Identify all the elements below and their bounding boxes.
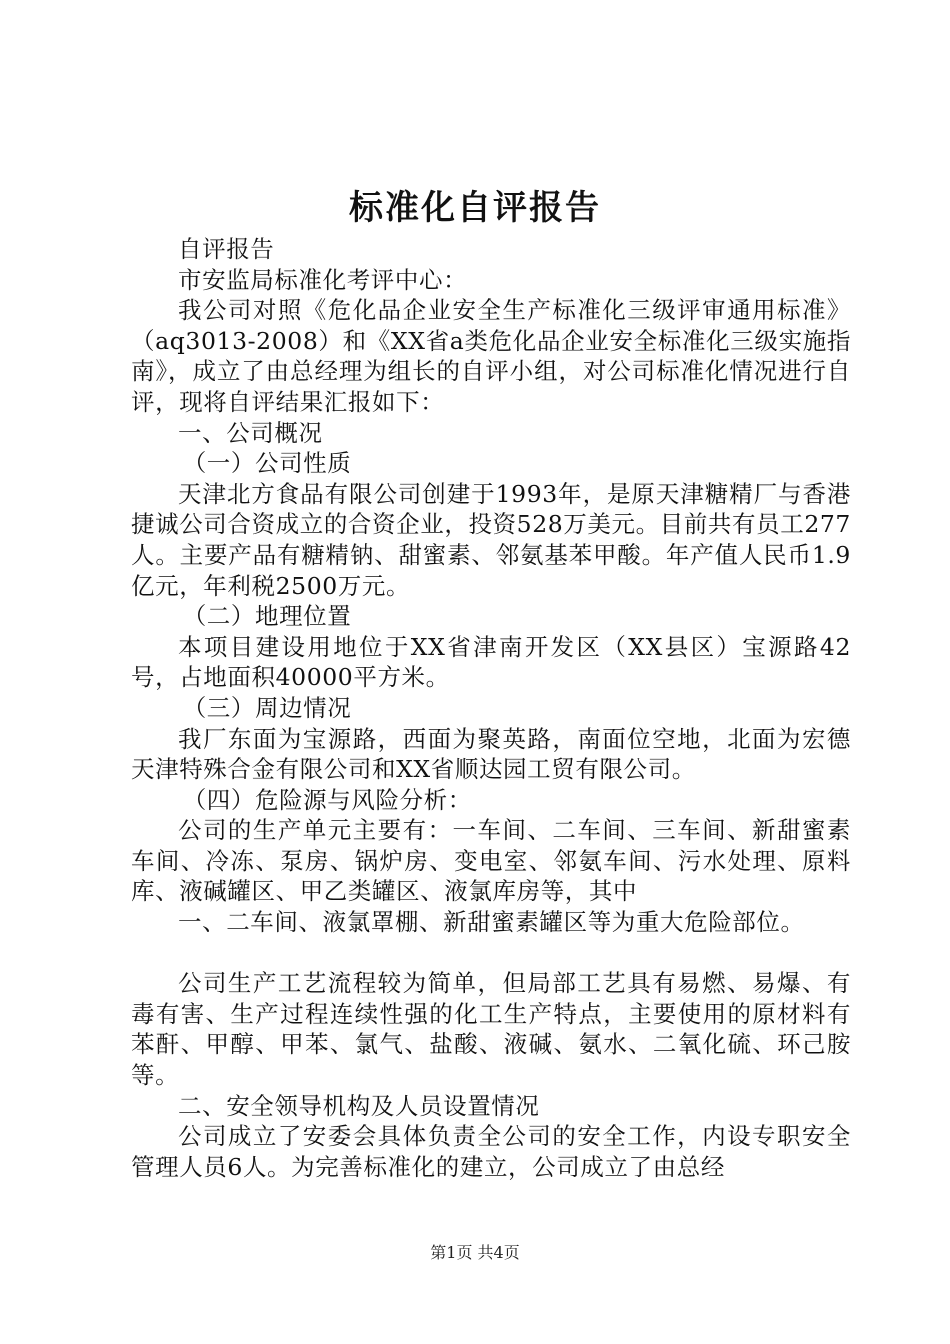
paragraph-location: 本项目建设用地位于XX省津南开发区（XX县区）宝源路42号，占地面积40000平方米。 <box>131 632 851 692</box>
document-body <box>131 234 851 1182</box>
paragraph-recipient: 市安监局标准化考评中心： <box>178 265 468 294</box>
section-heading-company-overview: 一、公司概况 <box>178 418 323 447</box>
paragraph-major-hazards: 一、二车间、液氯罩棚、新甜蜜素罐区等为重大危险部位。 <box>178 908 805 937</box>
subheading-company-nature: （一）公司性质 <box>182 449 352 478</box>
paragraph-safety-committee: 公司成立了安委会具体负责全公司的安全工作，内设专职安全管理人员6人。为完善标准化的建立，公司成立了由总经 <box>131 1122 851 1181</box>
blank-line <box>131 938 851 969</box>
paragraph-process-description: 公司生产工艺流程较为简单，但局部工艺具有易燃、易爆、有毒有害、生产过程连续性强的化工生产特点，主要使用的原材料有苯酐、甲醇、甲苯、氯气、盐酸、液碱、氨水、二氧化硫、环己胺等。 <box>131 969 851 1090</box>
paragraph-surroundings: 我厂东面为宝源路，西面为聚英路，南面位空地，北面为宏德天津特殊合金有限公司和XX省顺达园工贸有限公司。 <box>131 724 851 784</box>
subheading-location: （二）地理位置 <box>182 602 352 631</box>
subheading-hazard-analysis: （四）危险源与风险分析： <box>182 785 472 814</box>
section-heading-safety-organization: 二、安全领导机构及人员设置情况 <box>178 1091 540 1120</box>
page-footer: 第1页 共4页 <box>430 1243 520 1262</box>
paragraph-company-nature: 天津北方食品有限公司创建于1993年，是原天津糖精厂与香港捷诚公司合资成立的合资企业，投资528万美元。目前共有员工277人。主要产品有糖精钠、甜蜜素、邻氨基苯甲酸。年产值人民币1.9亿元，年利税2500万元。 <box>131 479 851 600</box>
subheading-surroundings: （三）周边情况 <box>182 693 352 722</box>
paragraph-production-units: 公司的生产单元主要有：一车间、二车间、三车间、新甜蜜素车间、冷冻、泵房、锅炉房、变电室、邻氨车间、污水处理、原料库、液碱罐区、甲乙类罐区、液氯库房等，其中 <box>131 816 851 906</box>
paragraph-report-label: 自评报告 <box>178 235 275 263</box>
paragraph-introduction: 我公司对照《危化品企业安全生产标准化三级评审通用标准》（aq3013-2008）和《XX省a类危化品企业安全标准化三级实施指南》，成立了由总经理为组长的自评小组，对公司标准化情况进行自评，现将自评结果汇报如下： <box>131 296 851 416</box>
document-title: 标准化自评报告 <box>349 188 601 228</box>
